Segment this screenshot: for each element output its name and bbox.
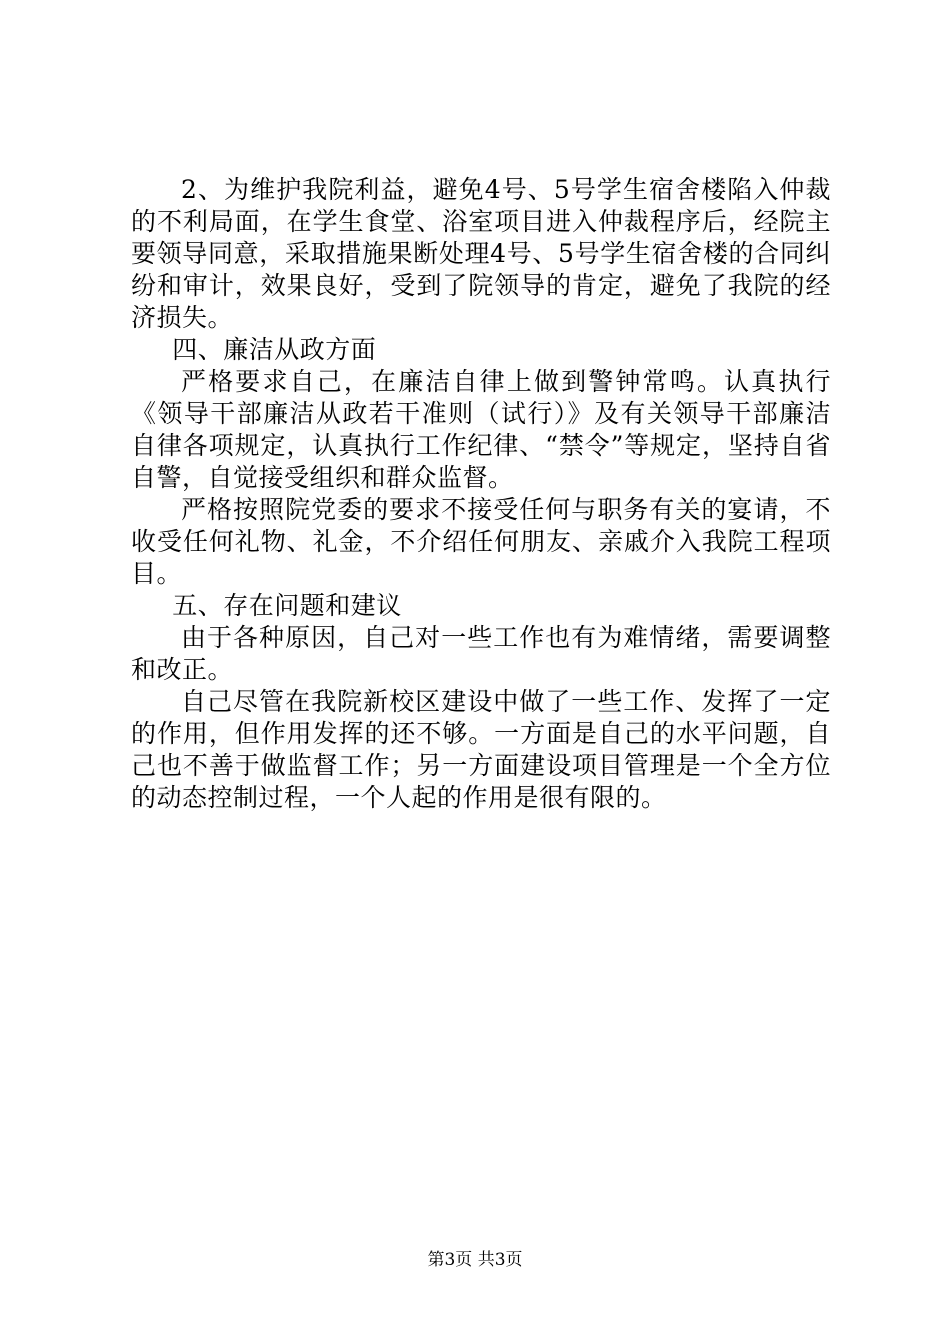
paragraph-difficulties: 由于各种原因，自己对一些工作也有为难情绪，需要调整和改正。 <box>131 623 831 684</box>
page-number-footer: 第3页 共3页 <box>427 1250 523 1270</box>
document-body <box>131 174 831 814</box>
paragraph-limited-role: 自己尽管在我院新校区建设中做了一些工作、发挥了一定的作用，但作用发挥的还不够。一方面是自己的水平问题，自己也不善于做监督工作；另一方面建设项目管理是一个全方位的动态控制过程，一个人起的作用是很有限的。 <box>131 687 831 812</box>
paragraph-no-banquets: 严格按照院党委的要求不接受任何与职务有关的宴请，不收受任何礼物、礼金，不介绍任何朋友、亲戚介入我院工程项目。 <box>131 495 831 588</box>
paragraph-self-discipline: 严格要求自己，在廉洁自律上做到警钟常鸣。认真执行《领导干部廉洁从政若干准则（试行）》及有关领导干部廉洁自律各项规定，认真执行工作纪律、“禁令”等规定，坚持自省自警，自觉接受组织和群众监督。 <box>131 367 831 492</box>
section-heading-problems: 五、存在问题和建议 <box>172 591 402 620</box>
paragraph-contract-disputes: 2、为维护我院利益，避免4号、5号学生宿舍楼陷入仲裁的不利局面，在学生食堂、浴室项目进入仲裁程序后，经院主要领导同意，采取措施果断处理4号、5号学生宿舍楼的合同纠纷和审计，效果良好，受到了院领导的肯定，避免了我院的经济损失。 <box>131 175 831 332</box>
section-heading-integrity: 四、廉洁从政方面 <box>172 335 377 364</box>
